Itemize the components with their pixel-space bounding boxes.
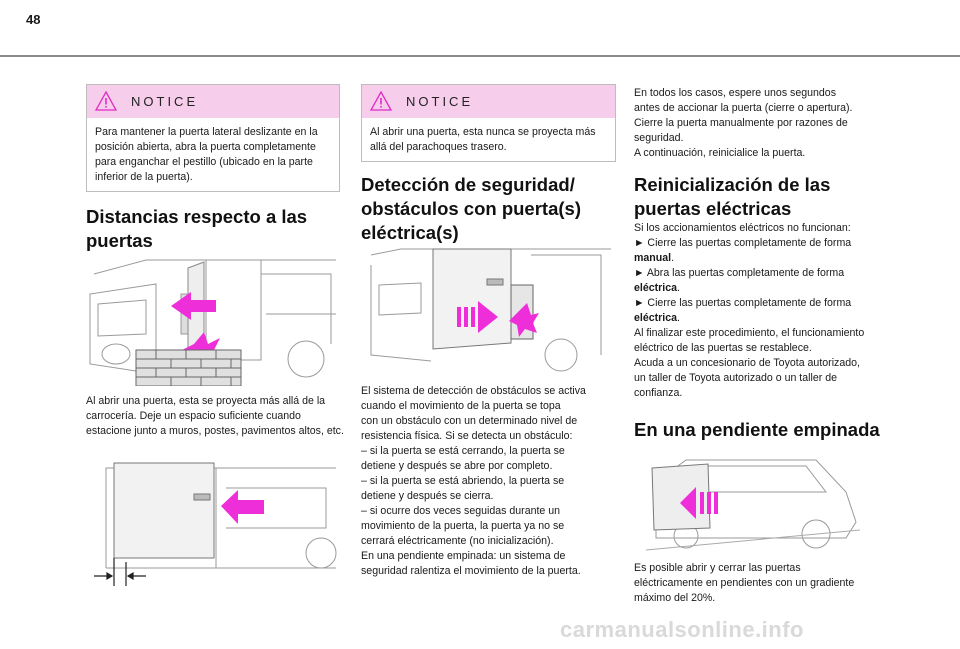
- text-line: confianza.: [634, 387, 683, 399]
- notice-box-2: [361, 84, 616, 162]
- text-line: Acuda a un concesionario de Toyota autorizado,: [634, 357, 860, 369]
- text-line: eléctrico de las puertas se restablece.: [634, 342, 812, 354]
- para-pendiente: [634, 561, 896, 606]
- heading-pendiente: En una pendiente empinada: [634, 419, 880, 440]
- text-line: El sistema de detección de obstáculos se activa: [361, 385, 586, 397]
- text-line: detiene y después se abre por completo.: [361, 460, 553, 472]
- text-line: movimiento de la puerta, la puerta ya no se: [361, 520, 565, 532]
- step-3-line: ► Cierre las puertas completamente de forma: [634, 297, 852, 309]
- notice-text: Al abrir una puerta, esta nunca se proyecta más allá del parachoques trasero.: [370, 126, 596, 153]
- text-line: eléctricamente en pendientes con un gradiente: [634, 577, 855, 589]
- text-line: Al finalizar este procedimiento, el funcionamiento: [634, 327, 865, 339]
- text-line: detiene y después se cierra.: [361, 490, 494, 502]
- warning-triangle-icon: [370, 91, 392, 111]
- para-deteccion: [361, 384, 619, 579]
- heading-distancias: Distancias respecto a las puertas: [86, 206, 308, 251]
- text-line: – si la puerta se está cerrando, la puerta se: [361, 445, 565, 457]
- text-line: cuando el movimiento de la puerta se topa: [361, 400, 561, 412]
- text-line: un taller de Toyota autorizado o un taller de: [634, 372, 837, 384]
- notice-label: NOTICE: [131, 94, 199, 109]
- bold-word: eléctrica: [634, 282, 677, 294]
- notice-text: Para mantener la puerta lateral deslizante en la posición abierta, abra la puerta completamente para enganchar el pestillo (ubicado en la parte inferior de la puerta).: [95, 126, 318, 183]
- page-number: 48: [26, 12, 41, 27]
- text-line: Cierre la puerta manualmente por razones de: [634, 117, 848, 129]
- van-door-gap-illustration: [86, 458, 339, 586]
- text-line: seguridad ralentiza el movimiento de la puerta.: [361, 565, 581, 577]
- van-obstacle-detection-illustration: [361, 245, 614, 375]
- header-rule: [0, 55, 960, 57]
- text-line: Es posible abrir y cerrar las puertas: [634, 562, 801, 574]
- step-2-line: ► Abra las puertas completamente de forma: [634, 267, 845, 279]
- text-line: En todos los casos, espere unos segundos: [634, 87, 837, 99]
- warning-triangle-icon: [95, 91, 117, 111]
- notice-header: [87, 85, 339, 118]
- notice-box-1: [86, 84, 340, 192]
- step-1-line: ► Cierre las puertas completamente de forma: [634, 237, 852, 249]
- van-slope-illustration: [646, 452, 860, 552]
- text-line: resistencia física. Si se detecta un obstáculo:: [361, 430, 573, 442]
- text-line: con un obstáculo con un determinado nivel de: [361, 415, 578, 427]
- text-line: antes de accionar la puerta (cierre o apertura).: [634, 102, 853, 114]
- bold-word: manual: [634, 252, 672, 264]
- para-reinicializacion: [634, 221, 896, 401]
- text-line: A continuación, reinicialice la puerta.: [634, 147, 806, 159]
- para-intro: [634, 86, 896, 161]
- step-2-end: eléctrica.: [634, 282, 680, 294]
- text-line: – si ocurre dos veces seguidas durante un: [361, 505, 561, 517]
- heading-deteccion: Detección de seguridad/ obstáculos con puerta(s) eléctrica(s): [361, 174, 581, 243]
- step-1-end: manual.: [634, 252, 675, 264]
- van-wall-illustration: [86, 254, 339, 386]
- watermark-footer: carmanualsonline.info: [560, 617, 804, 642]
- text-line: – si la puerta se está abriendo, la puerta se: [361, 475, 565, 487]
- text-line: cerrará eléctricamente (no inicialización).: [361, 535, 554, 547]
- para-distancias: Al abrir una puerta, esta se proyecta más allá de la carrocería. Deje un espacio suficiente cuando estacione junto a muros, postes, pavimentos altos, etc.: [86, 395, 344, 437]
- text-line: seguridad.: [634, 132, 684, 144]
- text-line: Si los accionamientos eléctricos no funcionan:: [634, 222, 851, 234]
- bold-word: eléctrica: [634, 312, 677, 324]
- text-line: En una pendiente empinada: un sistema de: [361, 550, 566, 562]
- step-3-end: eléctrica.: [634, 312, 680, 324]
- heading-reinicializacion: Reinicialización de las puertas eléctricas: [634, 174, 831, 219]
- notice-header: [362, 85, 615, 118]
- notice-label: NOTICE: [406, 94, 474, 109]
- text-line: máximo del 20%.: [634, 592, 716, 604]
